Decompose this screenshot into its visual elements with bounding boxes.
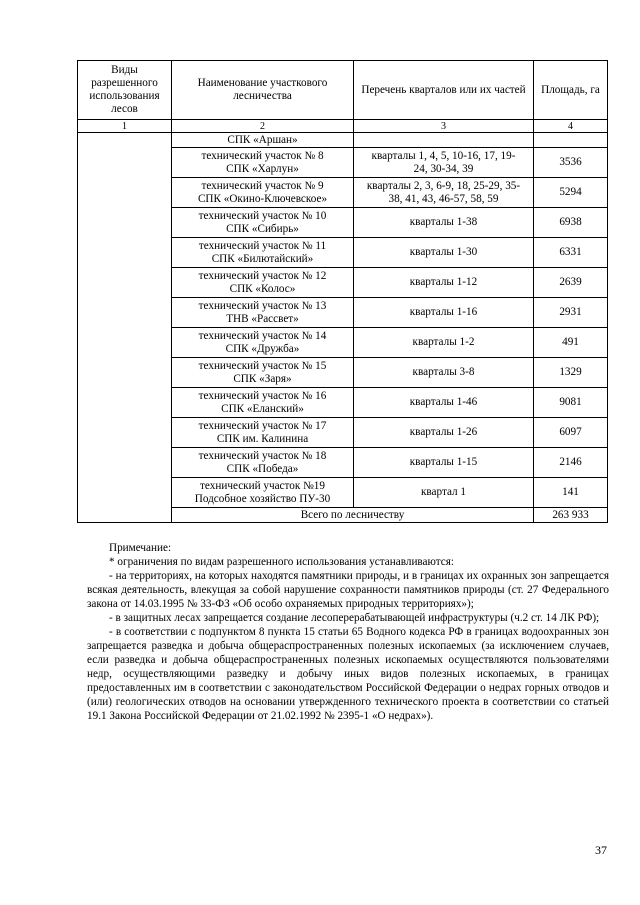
area-cell: 6938 (534, 208, 608, 238)
forestry-name-cell (172, 268, 354, 298)
area-cell: 2639 (534, 268, 608, 298)
forestry-name-line: технический участок № 17 (198, 419, 327, 432)
column-number: 3 (354, 120, 534, 133)
forestry-name-line: технический участок № 10 (198, 209, 327, 222)
quarters-cell (354, 178, 534, 208)
quarters-cell (354, 148, 534, 178)
area-cell: 1329 (534, 358, 608, 388)
total-label: Всего по лесничеству (172, 508, 534, 523)
header-quarters-list: Перечень кварталов или их частей (354, 61, 534, 120)
forestry-name-line: СПК «Еланский» (221, 402, 304, 415)
quarters-cell (354, 478, 534, 508)
forestry-name-cell (172, 148, 354, 178)
notes-heading: Примечание: (109, 542, 172, 554)
quarters-line: кварталы 1-12 (409, 276, 478, 288)
column-number: 2 (172, 120, 354, 133)
quarters-cell (354, 418, 534, 448)
forestry-name-line: технический участок № 9 (201, 179, 324, 192)
quarters-cell (354, 133, 534, 148)
column-number-row (78, 120, 608, 133)
column-number: 4 (534, 120, 608, 133)
quarters-cell (354, 208, 534, 238)
area-cell: 141 (534, 478, 608, 508)
forestry-name-line: технический участок № 8 (201, 149, 324, 162)
forestry-name-cell (172, 418, 354, 448)
area-cell: 491 (534, 328, 608, 358)
forestry-name-cell (172, 448, 354, 478)
use-type-cell (78, 133, 172, 523)
area-cell: 6331 (534, 238, 608, 268)
forestry-name-line: технический участок № 13 (198, 299, 327, 312)
forestry-name-cell (172, 388, 354, 418)
forestry-name-cell (172, 208, 354, 238)
table-row (78, 133, 608, 148)
forestry-name-line: СПК «Билютайский» (211, 252, 314, 265)
column-number: 1 (78, 120, 172, 133)
quarters-line: 38, 41, 43, 46-57, 58, 59 (388, 192, 499, 205)
quarters-line: квартал 1 (420, 486, 467, 498)
forestry-name-cell (172, 298, 354, 328)
area-cell: 2931 (534, 298, 608, 328)
quarters-line: кварталы 1-46 (409, 396, 478, 408)
quarters-line: кварталы 1-15 (409, 456, 478, 468)
header-use-types: Виды разрешенного использования лесов (78, 61, 172, 120)
quarters-line: кварталы 1-16 (409, 306, 478, 318)
quarters-line: кварталы 2, 3, 6-9, 18, 25-29, 35- (366, 179, 521, 192)
area-cell: 5294 (534, 178, 608, 208)
forestry-name-line: СПК «Окино-Ключевское» (197, 192, 328, 205)
quarters-line: 24, 30-34, 39 (413, 162, 474, 175)
forestry-name-line: СПК «Сибирь» (226, 222, 299, 235)
forestry-name-line: технический участок № 11 (198, 239, 327, 252)
total-area: 263 933 (534, 508, 608, 523)
forestry-name-line: технический участок № 12 (198, 269, 327, 282)
forestry-name-cell (172, 328, 354, 358)
area-cell: 6097 (534, 418, 608, 448)
quarters-line: кварталы 3-8 (412, 366, 475, 378)
quarters-cell (354, 298, 534, 328)
area-cell: 3536 (534, 148, 608, 178)
quarters-line: кварталы 1, 4, 5, 10-16, 17, 19- (371, 149, 516, 162)
forestry-name-cell (172, 478, 354, 508)
forestry-name-line: технический участок № 16 (198, 389, 327, 402)
forestry-name-cell: СПК «Аршан» (172, 133, 354, 148)
forestry-name-line: технический участок №19 (200, 479, 325, 492)
notes-paragraph: - в соответствии с подпунктом 8 пункта 15 статьи 65 Водного кодекса РФ в границах водоохранных зон запрещается разведка и добыча общераспространенных полезных ископаемых (за исключением случаев, если разведка и добыча общераспространенных полезных ископаемых осуществляются пользователями недр, осуществляющими разведку и добычу иных видов полезных ископаемых, в границах предоставленных им в соответствии с законодательством Российской Федерации о недрах горных отводов и (или) геологических отводов на основании утвержденного технического проекта в соответствии со статьей 19.1 Закона Российской Федерации от 21.02.1992 № 2395-1 «О недрах»). (87, 626, 609, 722)
notes-paragraph: - на территориях, на которых находятся памятники природы, и в границах их охранных зон запрещается всякая деятельность, влекущая за собой нарушение сохранности памятников природы (ст. 27 Федерального закона от 14.03.1995 № 33-ФЗ «Об особо охраняемых природных территориях»); (87, 570, 609, 610)
forestry-name-cell (172, 238, 354, 268)
quarters-cell (354, 268, 534, 298)
quarters-line: кварталы 1-38 (409, 216, 478, 228)
area-cell: 9081 (534, 388, 608, 418)
notes-paragraph: * ограничения по видам разрешенного использования устанавливаются: (109, 556, 454, 568)
forestry-name-line: СПК «Заря» (233, 372, 292, 385)
forestry-name-line: СПК «Победа» (226, 462, 299, 475)
forestry-name-line: технический участок № 14 (198, 329, 327, 342)
header-area: Площадь, га (534, 61, 608, 120)
forestry-name-line: ТНВ «Рассвет» (226, 312, 299, 325)
forestry-name-line: технический участок № 18 (198, 449, 327, 462)
forestry-name-line: СПК им. Калинина (216, 432, 309, 445)
quarters-line: кварталы 1-2 (412, 336, 475, 348)
quarters-cell (354, 388, 534, 418)
header-forestry-name: Наименование участкового лесничества (172, 61, 354, 120)
notes-section (87, 541, 609, 723)
forestry-name-line: СПК «Дружба» (225, 342, 300, 355)
forest-use-table (77, 60, 608, 523)
quarters-line: кварталы 1-30 (409, 246, 478, 258)
forestry-name-line: технический участок № 15 (198, 359, 327, 372)
quarters-cell (354, 238, 534, 268)
forestry-name-line: Подсобное хозяйство ПУ-30 (194, 492, 331, 505)
page-number: 37 (595, 843, 607, 857)
quarters-cell (354, 358, 534, 388)
area-cell: 2146 (534, 448, 608, 478)
forestry-name-cell (172, 178, 354, 208)
area-cell (534, 133, 608, 148)
forestry-name-cell (172, 358, 354, 388)
forestry-name-line: СПК «Колос» (229, 282, 296, 295)
table-header-row (78, 61, 608, 120)
quarters-cell (354, 448, 534, 478)
quarters-cell (354, 328, 534, 358)
notes-paragraph: - в защитных лесах запрещается создание лесоперерабатывающей инфраструктуры (ч.2 ст. 14 ЛК РФ); (109, 612, 600, 624)
forestry-name-line: СПК «Харлун» (226, 162, 299, 175)
quarters-line: кварталы 1-26 (409, 426, 478, 438)
